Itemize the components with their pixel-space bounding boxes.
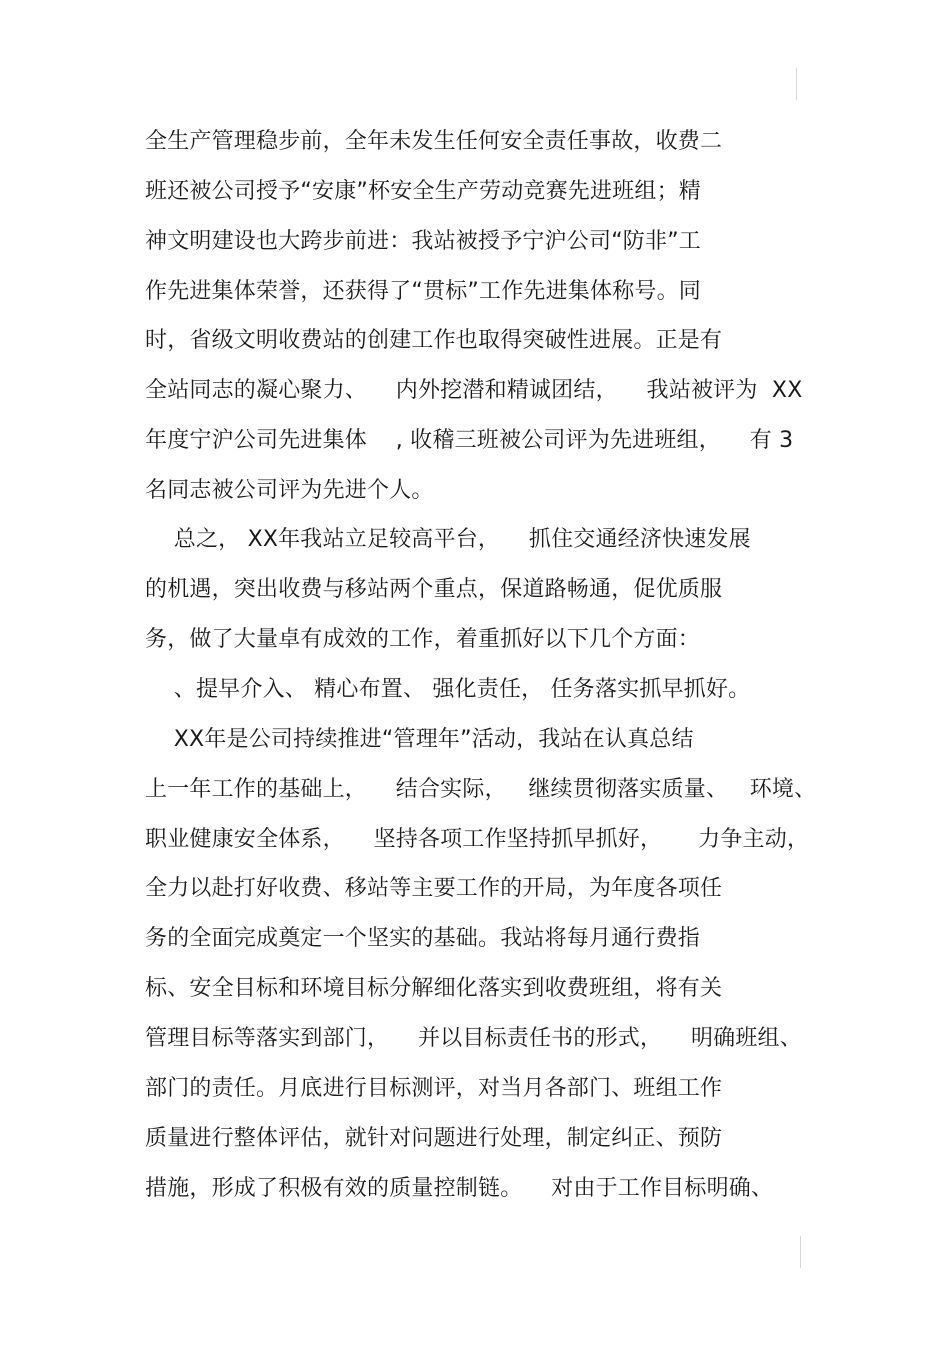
text-line-7: 年度宁沪公司先进集体 , 收稽三班被公司评为先进班组， 有 3 xyxy=(145,428,794,453)
text-line-2: 班还被公司授予“安康”杯安全生产劳动竞赛先进班组；精 xyxy=(145,179,701,204)
text-line-15: 职业健康安全体系， 坚持各项工作坚持抓早抓好， 力争主动， xyxy=(145,827,810,852)
page-corner-mark-top xyxy=(796,68,797,100)
text-line-10: 的机遇，突出收费与移站两个重点，保道路畅通，促优质服 xyxy=(145,577,723,602)
text-line-13: XX年是公司持续推进“管理年”活动，我站在认真总结 xyxy=(145,727,694,752)
text-line-9: 总之， XX年我站立足较高平台， 抓住交通经济快速发展 xyxy=(145,527,751,552)
text-line-21: 质量进行整体评估，就针对问题进行处理，制定纠正、预防 xyxy=(145,1126,723,1151)
text-line-19: 管理目标等落实到部门， 并以目标责任书的形式， 明确班组、 xyxy=(145,1026,802,1051)
text-line-17: 务的全面完成奠定一个坚实的基础。我站将每月通行费指 xyxy=(145,926,701,951)
text-line-3: 神文明建设也大跨步前进：我站被授予宁沪公司“防非”工 xyxy=(145,229,701,254)
text-line-12: 、提早介入、 精心布置、 强化责任， 任务落实抓早抓好。 xyxy=(145,677,751,702)
text-line-8: 名同志被公司评为先进个人。 xyxy=(145,478,434,503)
text-line-20: 部门的责任。月底进行目标测评，对当月各部门、班组工作 xyxy=(145,1076,723,1101)
text-line-22: 措施，形成了积极有效的质量控制链。 对由于工作目标明确、 xyxy=(145,1176,774,1201)
page-corner-mark-bottom xyxy=(800,1236,801,1268)
text-line-5: 时，省级文明收费站的创建工作也取得突破性进展。正是有 xyxy=(145,328,723,353)
text-line-14: 上一年工作的基础上， 结合实际， 继续贯彻落实质量、 环境、 xyxy=(145,777,817,802)
text-line-4: 作先进集体荣誉，还获得了“贯标”工作先进集体称号。同 xyxy=(145,279,701,304)
text-line-6: 全站同志的凝心聚力、 内外挖潜和精诚团结， 我站被评为 XX xyxy=(145,378,803,403)
text-line-16: 全力以赴打好收费、移站等主要工作的开局，为年度各项任 xyxy=(145,876,723,901)
text-line-18: 标、安全目标和环境目标分解细化落实到收费班组，将有关 xyxy=(145,976,723,1001)
text-line-11: 务，做了大量卓有成效的工作，着重抓好以下几个方面： xyxy=(145,627,701,652)
text-line-1: 全生产管理稳步前，全年未发生任何安全责任事故，收费二 xyxy=(145,129,723,154)
